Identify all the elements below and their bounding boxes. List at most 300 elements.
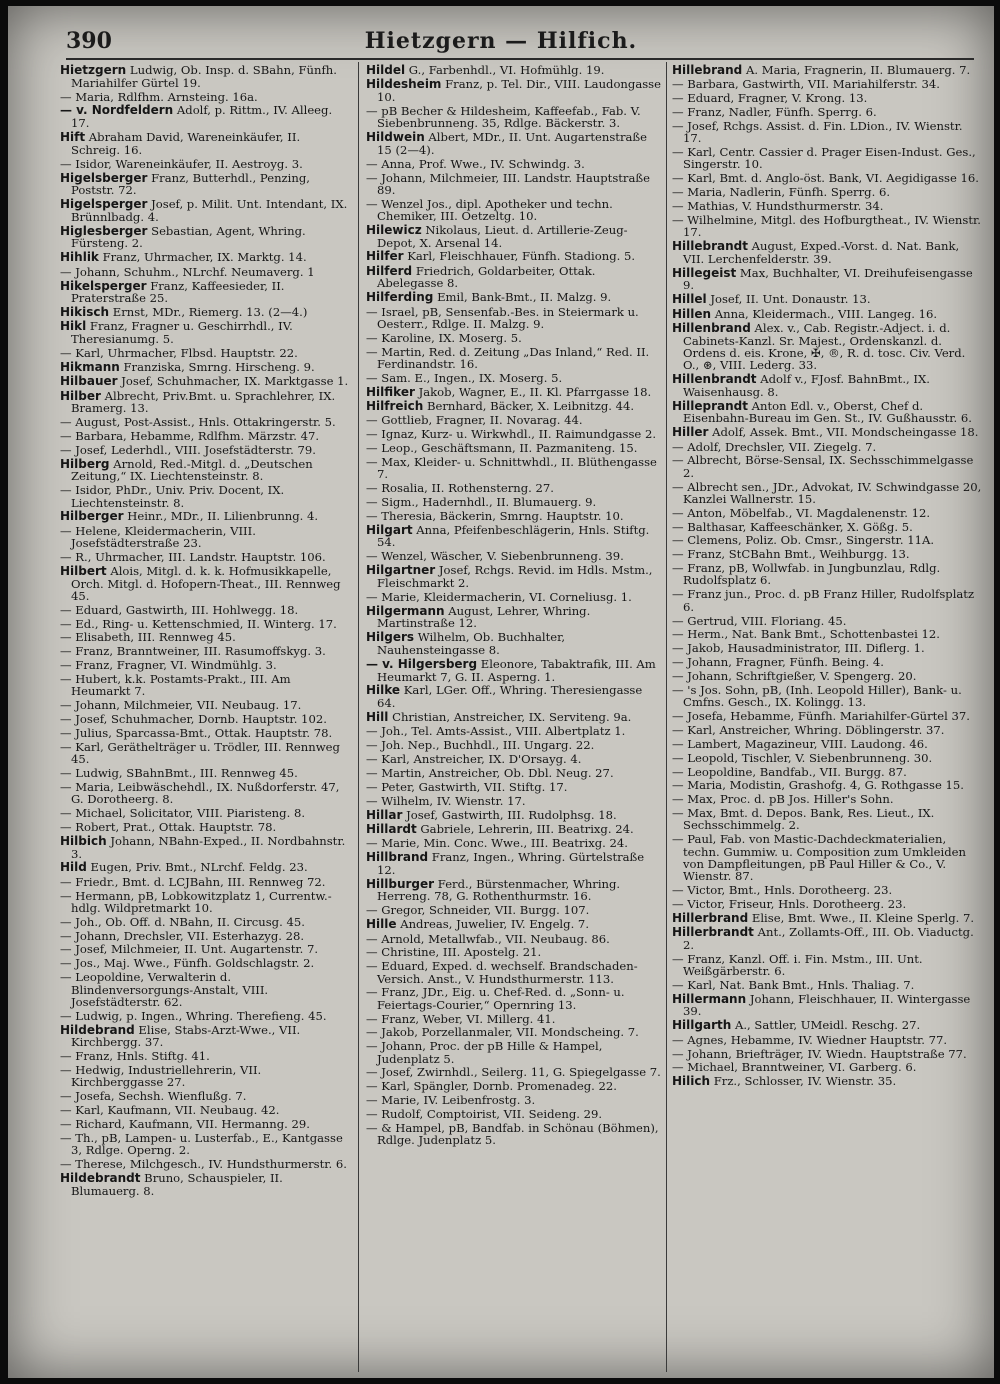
directory-entry — [672, 214, 984, 239]
directory-entry — [672, 240, 984, 265]
entry-text: — Peter, Gastwirth, VII. Stiftg. 17. — [366, 779, 568, 794]
entry-text: Frz., Schlosser, IV. Wienstr. 35. — [710, 1074, 897, 1089]
directory-entry — [60, 876, 350, 888]
entry-text: — Johann, Fragner, Fünfh. Being. 4. — [672, 655, 884, 670]
directory-entry — [672, 267, 984, 292]
entry-text: — Elisabeth, III. Rennweg 45. — [60, 630, 236, 645]
entry-text: — Eduard, Fragner, V. Krong. 13. — [672, 91, 868, 106]
directory-entry — [366, 131, 664, 156]
entry-text: — Gottlieb, Fragner, II. Novarag. 44. — [366, 413, 583, 428]
directory-entry — [60, 390, 350, 415]
entry-text: Adolf, p. Rittm., IV. Alleeg. 17. — [71, 103, 333, 131]
directory-entry — [60, 767, 350, 779]
directory-entry — [60, 416, 350, 428]
directory-entry — [60, 1172, 350, 1197]
directory-entry — [366, 1040, 664, 1065]
entry-text: — Victor, Bmt., Hnls. Dorotheerg. 23. — [672, 883, 893, 898]
entry-surname: Hilferd — [366, 263, 413, 278]
entry-text: Franziska, Smrng. Hirscheng. 9. — [119, 359, 315, 374]
entry-text: — R., Uhrmacher, III. Landstr. Hauptstr. 106. — [60, 549, 326, 564]
directory-entry — [366, 1013, 664, 1025]
entry-text: — Josef, Rchgs. Assist. d. Fin. LDion., IV. Wienstr. 17. — [672, 118, 963, 146]
entry-text: — Sigm., Hadernhdl., II. Blumauerg. 9. — [366, 495, 597, 509]
directory-entry — [60, 781, 350, 806]
entry-text: — Leopoldine, Verwalterin d. Blindenversorgungs-Anstalt, VIII. Josefstädterstr. 62. — [60, 970, 269, 1009]
directory-entry — [60, 361, 350, 374]
entry-text: — Karl, Kaufmann, VII. Neubaug. 42. — [60, 1103, 280, 1118]
entry-surname: Hift — [60, 130, 86, 145]
entry-text: — Josefa, Hebamme, Fünfh. Mariahilfer-Gürtel 37. — [672, 709, 970, 724]
entry-text: — Johann, Briefträger, IV. Wiedn. Hauptstraße 77. — [672, 1046, 967, 1061]
entry-text: Andreas, Juwelier, IV. Engelg. 7. — [396, 917, 589, 932]
directory-entry — [60, 64, 350, 89]
entry-surname: Hillen — [672, 306, 712, 321]
directory-entry — [366, 605, 664, 630]
entry-text: — Barbara, Hebamme, Rdlfhm. Märzstr. 47. — [60, 428, 320, 443]
directory-entry — [672, 993, 984, 1018]
entry-text: Josef, Schuhmacher, IX. Marktgasse 1. — [117, 374, 349, 389]
directory-entry — [60, 618, 350, 630]
directory-entry — [672, 1019, 984, 1032]
directory-entry — [60, 510, 350, 523]
entry-text: Heinr., MDr., II. Lilienbrunng. 4. — [123, 509, 319, 524]
entry-surname: Hilich — [672, 1074, 711, 1089]
entry-surname: Hilfreich — [366, 399, 424, 414]
entry-surname: Hillerbrandt — [672, 925, 754, 940]
entry-surname: Hillar — [366, 807, 403, 822]
directory-entry — [60, 1010, 350, 1022]
directory-entry — [60, 430, 350, 442]
entry-text: — Lambert, Magazineur, VIII. Laudong. 46. — [672, 736, 928, 751]
entry-text: — Max, Bmt. d. Depos. Bank, Res. Lieut., IX. Sechsschimmelg. 2. — [672, 806, 935, 833]
entry-text: — Isidor, Wareneinkäufer, II. Aestroyg. 3. — [60, 156, 303, 171]
entry-text: — Franz, Kanzl. Off. i. Fin. Mstm., III. Unt. Weißgärberstr. 6. — [672, 951, 923, 978]
directory-entry — [60, 713, 350, 725]
entry-surname: Hillegeist — [672, 265, 737, 280]
entry-surname: Hildesheim — [366, 77, 442, 92]
directory-entry — [60, 444, 350, 456]
directory-entry — [672, 120, 984, 145]
entry-text: — Josef, Zwirnhdl., Seilerg. 11, G. Spiegelgasse 7. — [366, 1065, 661, 1080]
directory-entry — [366, 428, 664, 440]
entry-text: — Johann, Proc. der pB Hille & Hampel, Judenplatz 5. — [366, 1039, 603, 1066]
directory-entry — [366, 1066, 664, 1078]
directory-entry — [672, 548, 984, 560]
directory-entry — [366, 795, 664, 807]
entry-text: Eugen, Priv. Bmt., NLrchf. Feldg. 23. — [86, 860, 308, 875]
column-divider — [666, 62, 667, 1372]
directory-entry — [366, 524, 664, 549]
entry-text: — Johann, Drechsler, VII. Esterhazyg. 28. — [60, 928, 305, 943]
entry-text: — Johann, Milchmeier, VII. Neubaug. 17. — [60, 698, 302, 713]
directory-entry — [60, 971, 350, 1008]
entry-text: — Rudolf, Comptoirist, VII. Seideng. 29. — [366, 1107, 603, 1122]
entry-text: — Eduard, Exped. d. wechself. Brandschaden-Versich. Anst., V. Hundsthurmerstr. 113. — [366, 959, 638, 986]
directory-entry — [366, 372, 664, 384]
directory-entry — [366, 851, 664, 876]
directory-entry — [60, 1050, 350, 1062]
directory-entry — [366, 960, 664, 985]
entry-text: — Karl, Spängler, Dornb. Promenadeg. 22. — [366, 1079, 617, 1094]
entry-text: Karl, LGer. Off., Whring. Theresiengasse 64. — [377, 683, 643, 711]
entry-text: August, Lehrer, Whring. Martinstraße 12. — [377, 603, 591, 631]
directory-entry — [60, 604, 350, 616]
entry-text: — Wenzel, Wäscher, V. Siebenbrunneng. 39. — [366, 549, 624, 564]
entry-text: — Hubert, k.k. Postamts-Prakt., III. Am Heumarkt 7. — [60, 672, 291, 699]
entry-text: Christian, Anstreicher, IX. Serviteng. 9a. — [388, 710, 632, 725]
entry-text: — 's Jos. Sohn, pB, (Inh. Leopold Hiller), Bank- u. Cmfns. Gesch., IX. Kolingg. 13. — [672, 682, 962, 710]
entry-text: — Helene, Kleidermacherin, VIII. Josefstädterstraße 23. — [60, 523, 256, 551]
directory-entry — [672, 833, 984, 882]
directory-entry — [672, 1061, 984, 1073]
entry-text: — Anton, Möbelfab., VI. Magdalenenstr. 12. — [672, 505, 931, 520]
entry-text: — Herm., Nat. Bank Bmt., Schottenbastei 12. — [672, 627, 940, 642]
entry-text: Josef, Gastwirth, III. Rudolphsg. 18. — [402, 807, 617, 822]
directory-entry — [60, 158, 350, 170]
entry-text: Jakob, Wagner, E., II. Kl. Pfarrgasse 18. — [414, 384, 652, 399]
header-rule — [66, 58, 974, 60]
entry-text: — Rosalia, II. Rothensterng. 27. — [366, 481, 554, 496]
entry-text: — Sam. E., Ingen., IX. Moserg. 5. — [366, 370, 563, 385]
entry-text: Emil, Bank-Bmt., II. Malzg. 9. — [433, 290, 612, 305]
entry-surname: Hilfer — [366, 249, 404, 264]
entry-text: — Clemens, Poliz. Ob. Cmsr., Singerstr. 11A. — [672, 533, 935, 548]
directory-entry — [672, 521, 984, 533]
entry-text: — August, Post-Assist., Hnls. Ottakringerstr. 5. — [60, 415, 336, 430]
entry-text: Alex. v., Cab. Registr.-Adject. i. d. Cabinets-Kanzl. Sr. Majest., Ordenskanzl. d. Ordens d. eis. Krone, ✠, ®, R. d. tosc. Civ. Verd. O., ⊛, VIII. Lederg. 33. — [683, 320, 966, 373]
directory-entry — [366, 986, 664, 1011]
entry-surname: Hilferding — [366, 290, 434, 305]
directory-entry — [366, 918, 664, 931]
directory-entry — [672, 64, 984, 77]
entry-surname: Hillardt — [366, 821, 417, 836]
directory-entry — [366, 346, 664, 371]
entry-text: — Richard, Kaufmann, VII. Hermanng. 29. — [60, 1116, 310, 1131]
entry-text: — Karl, Bmt. d. Anglo-öst. Bank, VI. Aegidigasse 16. — [672, 171, 979, 186]
entry-surname: Hillbrand — [366, 850, 429, 865]
entry-text: — Marie, Min. Conc. Wwe., III. Beatrixg. 24. — [366, 836, 628, 851]
directory-entry — [366, 64, 664, 77]
directory-entry — [672, 293, 984, 306]
directory-entry — [60, 916, 350, 928]
directory-entry — [366, 198, 664, 223]
directory-entry — [60, 631, 350, 643]
directory-page — [8, 6, 994, 1378]
entry-text: — Ludwig, p. Ingen., Whring. Therefieng. 45. — [60, 1008, 327, 1023]
entry-text: Gabriele, Lehrerin, III. Beatrixg. 24. — [416, 821, 634, 836]
directory-entry — [60, 198, 350, 223]
entry-text: Franz, Kaffeesieder, II. Praterstraße 25. — [71, 278, 285, 306]
entry-text: — Franz, StCBahn Bmt., Weihburgg. 13. — [672, 547, 910, 562]
directory-entry — [366, 1108, 664, 1120]
directory-entry — [366, 739, 664, 751]
entry-text: Franz, Butterhdl., Penzing, Poststr. 72. — [71, 170, 310, 198]
entry-text: Albert, MDr., II. Unt. Augartenstraße 15 (2—4). — [377, 130, 648, 157]
entry-text: — Karl, Anstreicher, Whring. Döblingerstr. 37. — [672, 722, 945, 737]
directory-entry — [60, 280, 350, 305]
entry-text: Anna, Pfeifenbeschlägerin, Hnls. Stiftg. 54. — [377, 522, 650, 550]
directory-entry — [60, 1158, 350, 1170]
entry-surname: Hilber — [60, 388, 101, 403]
directory-entry — [60, 225, 350, 250]
directory-entry — [672, 78, 984, 90]
entry-text: A., Sattler, UMeidl. Reschg. 27. — [731, 1018, 921, 1033]
directory-entry — [60, 890, 350, 915]
entry-text: — Christine, III. Apostelg. 21. — [366, 945, 542, 960]
entry-text: — Josefa, Sechsh. Wienflußg. 7. — [60, 1089, 247, 1104]
entry-text: — Isidor, PhDr., Univ. Priv. Docent, IX. Liechtensteinstr. 8. — [60, 483, 285, 510]
entry-text: — Maria, Nadlerin, Fünfh. Sperrg. 6. — [672, 185, 890, 200]
directory-entry — [672, 684, 984, 709]
entry-text: — Arnold, Metallwfab., VII. Neubaug. 86. — [366, 931, 610, 946]
entry-text: — Martin, Anstreicher, Ob. Dbl. Neug. 27. — [366, 766, 614, 780]
entry-surname: Hilgermann — [366, 603, 445, 618]
directory-entry — [366, 946, 664, 958]
directory-entry — [366, 332, 664, 344]
entry-text: — Max, Kleider- u. Schnittwhdl., II. Blüthengasse 7. — [366, 454, 657, 482]
entry-surname: Hildebrand — [60, 1022, 135, 1037]
directory-entry — [672, 588, 984, 613]
directory-entry — [60, 821, 350, 833]
directory-entry — [366, 414, 664, 426]
entry-text: Franz, p. Tel. Dir., VIII. Laudongasse 10. — [377, 77, 661, 105]
entry-text: — Israel, pB, Sensenfab.-Bes. in Steiermark u. Oesterr., Rdlge. II. Malzg. 9. — [366, 304, 639, 331]
directory-entry — [672, 441, 984, 453]
entry-text: — Leopoldine, Bandfab., VII. Burgg. 87. — [672, 764, 907, 779]
entry-text: Ernst, MDr., Riemerg. 13. (2—4.) — [109, 305, 308, 320]
entry-surname: Hilgart — [366, 522, 413, 537]
directory-entry — [672, 400, 984, 425]
directory-entry — [60, 104, 350, 129]
directory-entry — [366, 510, 664, 522]
entry-text: — Hermann, pB, Lobkowitzplatz 1, Currentw.-hdlg. Wildpretmarkt 10. — [60, 888, 332, 915]
directory-entry — [672, 807, 984, 832]
directory-entry — [366, 442, 664, 454]
entry-surname: Higelsperger — [60, 197, 148, 212]
entry-surname: Hillgarth — [672, 1018, 732, 1033]
directory-entry — [366, 224, 664, 249]
directory-entry — [672, 628, 984, 640]
directory-entry — [60, 484, 350, 509]
directory-entry — [366, 78, 664, 103]
directory-entry — [60, 861, 350, 874]
column-3 — [672, 64, 984, 1374]
directory-entry — [60, 741, 350, 766]
entry-text: Sebastian, Agent, Whring. Fürsteng. 2. — [71, 223, 306, 251]
entry-text: — Franz, Hnls. Stiftg. 41. — [60, 1049, 210, 1064]
directory-entry — [672, 534, 984, 546]
entry-text: — Wilhelm, IV. Wienstr. 17. — [366, 793, 526, 808]
directory-entry — [366, 291, 664, 304]
directory-entry — [672, 308, 984, 321]
entry-text: — Barbara, Gastwirth, VII. Mariahilferstr. 34. — [672, 77, 940, 92]
entry-surname: Hillerbrand — [672, 910, 749, 925]
entry-text: — Franz, Nadler, Fünfh. Sperrg. 6. — [672, 105, 877, 120]
entry-surname: Hillburger — [366, 876, 435, 891]
entry-text: Franz, Fragner u. Geschirrhdl., IV. Theresianumg. 5. — [71, 319, 293, 347]
entry-text: — Mathias, V. Hundsthurmerstr. 34. — [672, 199, 884, 213]
directory-entry — [366, 767, 664, 779]
directory-entry — [672, 710, 984, 722]
directory-entry — [672, 779, 984, 791]
entry-text: — Josef, Milchmeier, II. Unt. Augartenstr. 7. — [60, 942, 319, 957]
entry-text: — Franz, pB, Wollwfab. in Jungbunzlau, Rdlg. Rudolfsplatz 6. — [672, 561, 941, 588]
directory-entry — [60, 91, 350, 103]
entry-text: — Max, Proc. d. pB Jos. Hiller's Sohn. — [672, 792, 894, 807]
entry-text: Franz, Ingen., Whring. Gürtelstraße 12. — [377, 850, 645, 877]
entry-text: — Joh., Tel. Amts-Assist., VIII. Albertplatz 1. — [366, 724, 626, 739]
directory-entry — [672, 898, 984, 910]
directory-entry — [366, 1080, 664, 1092]
entry-text: — Michael, Solicitator, VIII. Piaristeng. 8. — [60, 806, 306, 821]
entry-text: — Franz jun., Proc. d. pB Franz Hiller, Rudolfsplatz 6. — [672, 587, 975, 614]
entry-text: Alois, Mitgl. d. k. k. Hofmusikkapelle, Orch. Mitgl. d. Hofopern-Theat., III. Rennweg 45. — [71, 563, 341, 603]
entry-text: — Th., pB, Lampen- u. Lusterfab., E., Kantgasse 3, Rdlge. Operng. 2. — [60, 1130, 343, 1158]
directory-entry — [60, 1064, 350, 1089]
directory-entry — [60, 1024, 350, 1049]
directory-entry — [60, 172, 350, 197]
directory-entry — [672, 766, 984, 778]
directory-entry — [60, 673, 350, 698]
directory-entry — [366, 172, 664, 197]
entry-surname: Hillel — [672, 292, 707, 307]
entry-text: — Robert, Prat., Ottak. Hauptstr. 78. — [60, 819, 277, 834]
entry-surname: — v. Hilgersberg — [366, 656, 478, 671]
entry-text: — Josef, Schuhmacher, Dornb. Hauptstr. 102. — [60, 712, 327, 727]
entry-text: Adolf v., FJosf. BahnBmt., IX. Waisenhausg. 8. — [683, 372, 930, 399]
page-header — [8, 28, 994, 58]
entry-text: — Marie, IV. Leibenfrostg. 3. — [366, 1093, 536, 1108]
entry-text: Abraham David, Wareneinkäufer, II. Schreig. 16. — [71, 130, 301, 157]
entry-surname: Hilgers — [366, 630, 415, 645]
entry-surname: Hikisch — [60, 305, 110, 320]
entry-surname: Hilbich — [60, 833, 107, 848]
entry-surname: Hilleprandt — [672, 398, 748, 413]
entry-surname: Hillebrand — [672, 64, 743, 77]
directory-entry — [60, 131, 350, 156]
directory-entry — [366, 158, 664, 170]
directory-entry — [60, 375, 350, 388]
directory-entry — [672, 884, 984, 896]
entry-text: — Michael, Branntweiner, VI. Garberg. 6. — [672, 1060, 917, 1075]
entry-text: — Karl, Uhrmacher, Flbsd. Hauptstr. 22. — [60, 346, 298, 360]
entry-text: Adolf, Assek. Bmt., VII. Mondscheingasse 18. — [708, 425, 979, 440]
entry-surname: Hiller — [672, 425, 709, 440]
directory-entry — [60, 1090, 350, 1102]
directory-entry — [366, 781, 664, 793]
directory-entry — [366, 631, 664, 656]
entry-text: Franz, Uhrmacher, IX. Marktg. 14. — [98, 250, 307, 265]
directory-entry — [60, 1118, 350, 1130]
directory-entry — [60, 659, 350, 671]
entry-surname: Hillebrandt — [672, 239, 748, 254]
entry-surname: Hillenbrandt — [672, 372, 757, 386]
entry-text: Ant., Zollamts-Off., III. Ob. Viaductg. 2. — [683, 925, 974, 952]
entry-text: — pB Becher & Hildesheim, Kaffeefab., Fab. V. Siebenbrunneng. 35, Rdlge. Bäckerstr. 3. — [366, 103, 641, 131]
directory-entry — [672, 172, 984, 184]
directory-entry — [672, 146, 984, 171]
directory-entry — [672, 507, 984, 519]
directory-entry — [60, 347, 350, 359]
directory-entry — [366, 878, 664, 903]
directory-entry — [366, 837, 664, 849]
entry-text: — Balthasar, Kaffeeschänker, X. Gößg. 5. — [672, 519, 913, 534]
entry-surname: Hildel — [366, 64, 406, 77]
entry-text: — Ed., Ring- u. Kettenschmied, II. Winterg. 17. — [60, 616, 337, 631]
entry-text: — Joh. Nep., Buchhdl., III. Ungarg. 22. — [366, 738, 595, 753]
directory-entry — [366, 725, 664, 737]
entry-text: — Karl, Geräthelträger u. Trödler, III. Rennweg 45. — [60, 739, 340, 767]
directory-entry — [60, 957, 350, 969]
entry-text: — Johann, Schuhm., NLrchf. Neumaverg. 1 — [60, 264, 315, 279]
directory-entry — [60, 835, 350, 860]
entry-text: — Hedwig, Industriellehrerin, VII. Kirchberggasse 27. — [60, 1063, 262, 1090]
entry-text: — Maria, Leibwäschehdl., IX. Nußdorferstr. 47, G. Dorotheerg. 8. — [60, 779, 340, 807]
entry-text: — Franz, Fragner, VI. Windmühlg. 3. — [60, 658, 277, 673]
entry-surname: Hilbert — [60, 563, 107, 578]
entry-text: — Julius, Sparcassa-Bmt., Ottak. Hauptstr. 78. — [60, 725, 333, 740]
directory-entry — [366, 1122, 664, 1147]
directory-entry — [672, 615, 984, 627]
entry-surname: Hilbauer — [60, 374, 118, 389]
entry-text: — Johann, Schriftgießer, V. Spengerg. 20. — [672, 669, 917, 683]
entry-text: — Franz, Weber, VI. Millerg. 41. — [366, 1011, 556, 1026]
directory-entry — [366, 684, 664, 709]
directory-entry — [672, 200, 984, 212]
entry-surname: Hilberg — [60, 456, 110, 471]
column-2 — [366, 64, 664, 1374]
entry-text: — & Hampel, pB, Bandfab. in Schönau (Böhmen), Rdlge. Judenplatz 5. — [366, 1120, 659, 1148]
column-1 — [60, 64, 350, 1374]
entry-text: — Albrecht sen., JDr., Advokat, IV. Schwindgasse 20, Kanzlei Wallnerstr. 15. — [672, 479, 982, 506]
entry-surname: Hildebrandt — [60, 1170, 141, 1185]
directory-entry — [366, 265, 664, 290]
entry-text: — Franz, Branntweiner, III. Rasumoffskyg. 3. — [60, 644, 326, 659]
entry-surname: — v. Nordfeldern — [60, 103, 174, 118]
entry-surname: Hill — [366, 710, 389, 725]
entry-text: — Josef, Lederhdl., VIII. Josefstädterstr. 79. — [60, 442, 316, 457]
directory-entry — [60, 645, 350, 657]
entry-surname: Hillenbrand — [672, 320, 751, 335]
entry-text: — Leopold, Tischler, V. Siebenbrunneng. 30. — [672, 750, 933, 765]
entry-text: Elise, Bmt. Wwe., II. Kleine Sperlg. 7. — [748, 910, 975, 925]
entry-text: — Eduard, Gastwirth, III. Hohlwegg. 18. — [60, 602, 299, 617]
directory-entry — [60, 251, 350, 264]
entry-text: Wilhelm, Ob. Buchhalter, Nauhensteingasse 8. — [377, 630, 566, 657]
directory-entry — [672, 912, 984, 925]
column-divider — [358, 62, 359, 1372]
entry-text: A. Maria, Fragnerin, II. Blumauerg. 7. — [742, 64, 971, 77]
entry-surname: Hilke — [366, 683, 401, 698]
entry-surname: Hilgartner — [366, 563, 436, 578]
entry-text: Nikolaus, Lieut. d. Artillerie-Zeug-Depot, X. Arsenal 14. — [377, 222, 628, 250]
entry-text: — Marie, Kleidermacherin, VI. Corneliusg. 1. — [366, 589, 632, 604]
directory-entry — [60, 266, 350, 278]
entry-text: Josef, II. Unt. Donaustr. 13. — [706, 292, 871, 307]
entry-text: — Johann, Milchmeier, III. Landstr. Hauptstraße 89. — [366, 170, 650, 197]
entry-text: — Ignaz, Kurz- u. Wirkwhdl., II. Raimundgasse 2. — [366, 427, 657, 442]
directory-entry — [366, 933, 664, 945]
directory-entry — [60, 320, 350, 345]
directory-entry — [672, 724, 984, 736]
directory-entry — [366, 386, 664, 399]
entry-surname: Hikl — [60, 319, 87, 334]
entry-surname: Hilberger — [60, 509, 124, 524]
directory-entry — [672, 670, 984, 682]
directory-entry — [672, 481, 984, 506]
entry-surname: Hilfiker — [366, 384, 415, 399]
entry-text: — Karl, Centr. Cassier d. Prager Eisen-Indust. Ges., Singerstr. 10. — [672, 145, 976, 172]
